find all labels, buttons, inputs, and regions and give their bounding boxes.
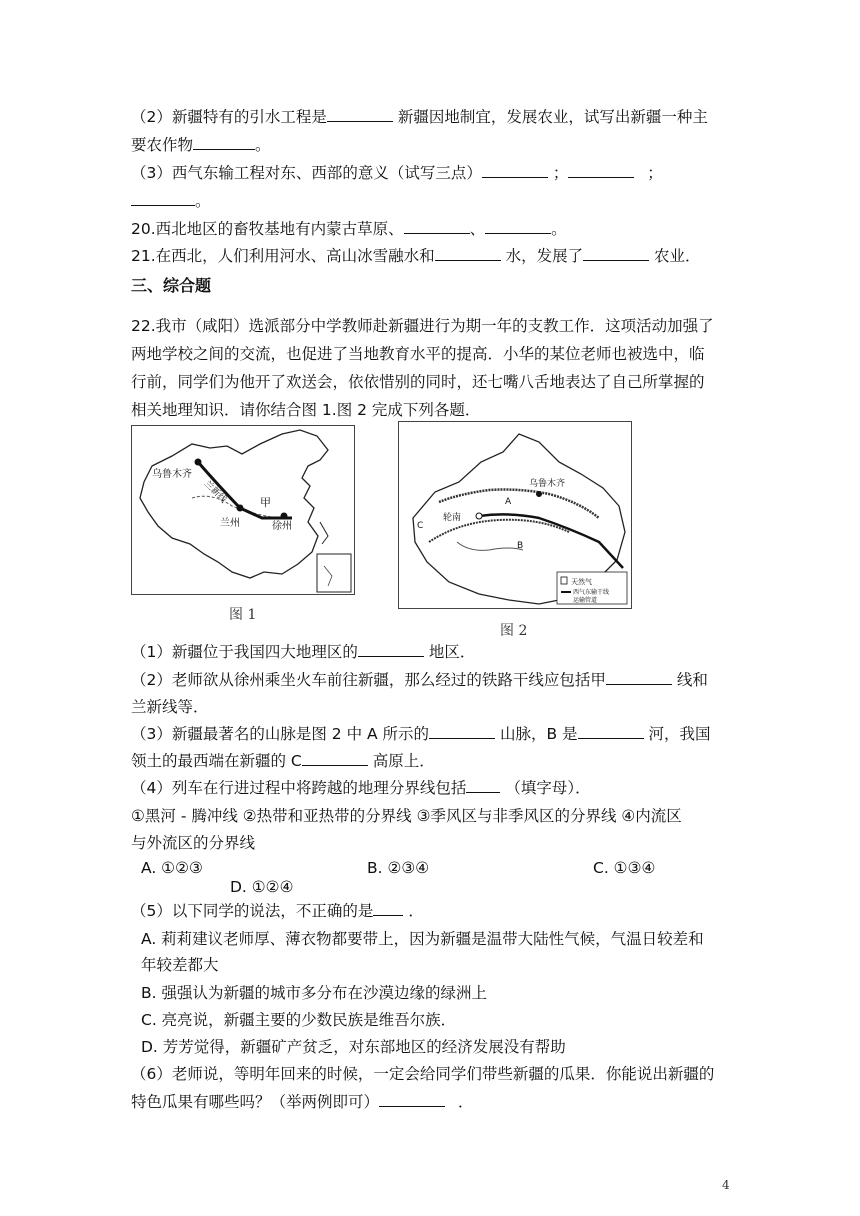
q22-intro-4: 相关地理知识．请你结合图 1.图 2 完成下列各题． xyxy=(131,401,481,419)
answer-blank[interactable] xyxy=(131,191,195,206)
q22-s5 xyxy=(131,900,424,922)
q22-s2-line1 xyxy=(131,669,708,691)
q21-line xyxy=(131,245,701,267)
text: （1）新疆位于我国四大地理区的 xyxy=(131,643,358,661)
label-b: B xyxy=(517,541,524,551)
answer-blank[interactable] xyxy=(379,1092,445,1107)
text: （3）西气东输工程对东、西部的意义（试写三点） xyxy=(131,164,482,182)
text: 农业． xyxy=(654,247,701,265)
text: 、 xyxy=(469,220,486,238)
q22-s6-line1: （6）老师说，等明年回来的时候，一定会给同学们带些新疆的瓜果．你能说出新疆的 xyxy=(131,1065,715,1083)
xinjiang-map-drawing xyxy=(399,422,631,608)
text: ． xyxy=(457,1093,474,1111)
q22-s4-choice-a[interactable]: A. ①②③ xyxy=(141,859,203,877)
q22-s4-options-line2: 与外流区的分界线 xyxy=(131,834,256,852)
text: 山脉，B 是 xyxy=(499,725,578,743)
answer-blank[interactable] xyxy=(193,135,255,150)
text: ； xyxy=(552,164,569,182)
answer-blank[interactable] xyxy=(606,670,672,685)
label-c: C xyxy=(417,521,424,531)
answer-blank[interactable] xyxy=(482,163,548,178)
q22-s5-choice-b[interactable]: B. 强强认为新疆的城市多分布在沙漠边缘的绿洲上 xyxy=(141,984,487,1002)
answer-blank[interactable] xyxy=(327,107,393,122)
text: ． xyxy=(408,902,424,920)
lunnan-label: 轮南 xyxy=(443,513,462,523)
answer-blank[interactable] xyxy=(358,642,424,657)
text: （5）以下同学的说法，不正确的是 xyxy=(131,902,374,920)
q22-s5-choice-c[interactable]: C. 亮亮说，新疆主要的少数民族是维吾尔族． xyxy=(141,1011,457,1029)
answer-blank[interactable] xyxy=(373,901,403,916)
legend-pipeline: 西气东输干线 xyxy=(573,589,610,596)
answer-blank[interactable] xyxy=(466,778,500,793)
q22-s1 xyxy=(131,641,475,663)
legend-transport: 运输管道 xyxy=(573,597,598,604)
text: ； xyxy=(647,164,663,182)
q20-line xyxy=(131,218,567,240)
answer-blank[interactable] xyxy=(404,219,470,234)
text: （3）新疆最著名的山脉是图 2 中 A 所示的 xyxy=(131,725,430,743)
text: 特色瓜果有哪些吗？（举两例即可） xyxy=(131,1093,380,1111)
q22-s3-line1 xyxy=(131,723,711,745)
text: 线和 xyxy=(676,671,708,689)
xuzhou-label: 徐州 xyxy=(272,521,292,532)
q22-s4-choice-d[interactable]: D. ①②④ xyxy=(230,878,294,896)
text: 领土的最西端在新疆的 C xyxy=(131,752,302,770)
answer-blank[interactable] xyxy=(485,219,551,234)
q22-s5-choice-a-line1[interactable]: A. 莉莉建议老师厚、薄衣物都要带上，因为新疆是温带大陆性气候，气温日较差和 xyxy=(141,930,704,948)
text: 新疆因地制宜，发展农业，试写出新疆一种主 xyxy=(397,108,708,126)
q19-part3-line2 xyxy=(131,190,211,212)
answer-blank[interactable] xyxy=(578,724,644,739)
lanzhou-label: 兰州 xyxy=(220,518,240,529)
text: 地区． xyxy=(428,643,476,661)
figure-1-china-map xyxy=(131,425,355,595)
text: （4）列车在行进过程中将跨越的地理分界线包括 xyxy=(131,779,467,797)
q22-intro-3: 行前，同学们为他开了欢送会，依依惜别的同时，还七嘴八舌地表达了自己所掌握的 xyxy=(131,373,705,391)
text: 。 xyxy=(195,192,211,210)
text: 。 xyxy=(255,136,271,154)
q22-intro-1: 22.我市（咸阳）选派部分中学教师赴新疆进行为期一年的支教工作．这项活动加强了 xyxy=(131,317,714,335)
q22-s4-choice-b[interactable]: B. ②③④ xyxy=(367,859,430,877)
text: （2）新疆特有的引水工程是 xyxy=(131,108,327,126)
q19-part2-line1 xyxy=(131,106,708,128)
q22-s5-choice-d[interactable]: D. 芳芳觉得，新疆矿产贫乏，对东部地区的经济发展没有帮助 xyxy=(141,1038,566,1056)
q22-s4-choice-c[interactable]: C. ①③④ xyxy=(593,859,656,877)
jia-label: 甲 xyxy=(260,496,271,509)
q22-s5-choice-a-line2[interactable]: 年较差都大 xyxy=(141,956,219,974)
china-map-drawing xyxy=(132,426,354,594)
section-heading: 三、综合题 xyxy=(131,276,212,295)
text: 21.在西北，人们利用河水、高山冰雪融水和 xyxy=(131,247,435,265)
text: （2）老师欲从徐州乘坐火车前往新疆，那么经过的铁路干线应包括甲 xyxy=(131,671,606,689)
legend-gas: 天然气 xyxy=(571,578,592,586)
urumqi-label: 乌鲁木齐 xyxy=(152,469,192,480)
q19-part3-line1 xyxy=(131,162,663,184)
answer-blank[interactable] xyxy=(429,724,495,739)
answer-blank[interactable] xyxy=(583,246,649,261)
q22-s4-line1 xyxy=(131,777,591,799)
q22-s3-line2 xyxy=(131,750,435,772)
urumqi-label: 乌鲁木齐 xyxy=(529,479,566,489)
q22-intro-2: 两地学校之间的交流，也促进了当地教育水平的提高．小华的某位老师也被选中，临 xyxy=(131,345,705,363)
text: 水，发展了 xyxy=(505,247,584,265)
q22-s6-line2 xyxy=(131,1091,473,1113)
answer-blank[interactable] xyxy=(435,246,501,261)
answer-blank[interactable] xyxy=(568,163,634,178)
text: （填字母）． xyxy=(505,779,591,797)
answer-blank[interactable] xyxy=(302,751,368,766)
text: 高原上． xyxy=(372,752,435,770)
figure-1-caption: 图 1 xyxy=(229,607,257,623)
page-number: 4 xyxy=(722,1178,730,1192)
figure-2-caption: 图 2 xyxy=(500,623,528,639)
text: 。 xyxy=(551,220,567,238)
q22-s4-options-line1: ①黑河 - 腾冲线 ②热带和亚热带的分界线 ③季风区与非季风区的分界线 ④内流区 xyxy=(131,807,682,825)
q19-part2-line2 xyxy=(131,134,271,156)
q22-s2-line2: 兰新线等． xyxy=(131,698,209,716)
text: 河，我国 xyxy=(648,725,711,743)
text: 20.西北地区的畜牧基地有内蒙古草原、 xyxy=(131,220,404,238)
lanxin-label: 兰新线 xyxy=(201,479,229,506)
text: 要农作物 xyxy=(131,136,194,154)
figure-2-xinjiang-map xyxy=(398,421,632,609)
label-a: A xyxy=(505,497,512,507)
